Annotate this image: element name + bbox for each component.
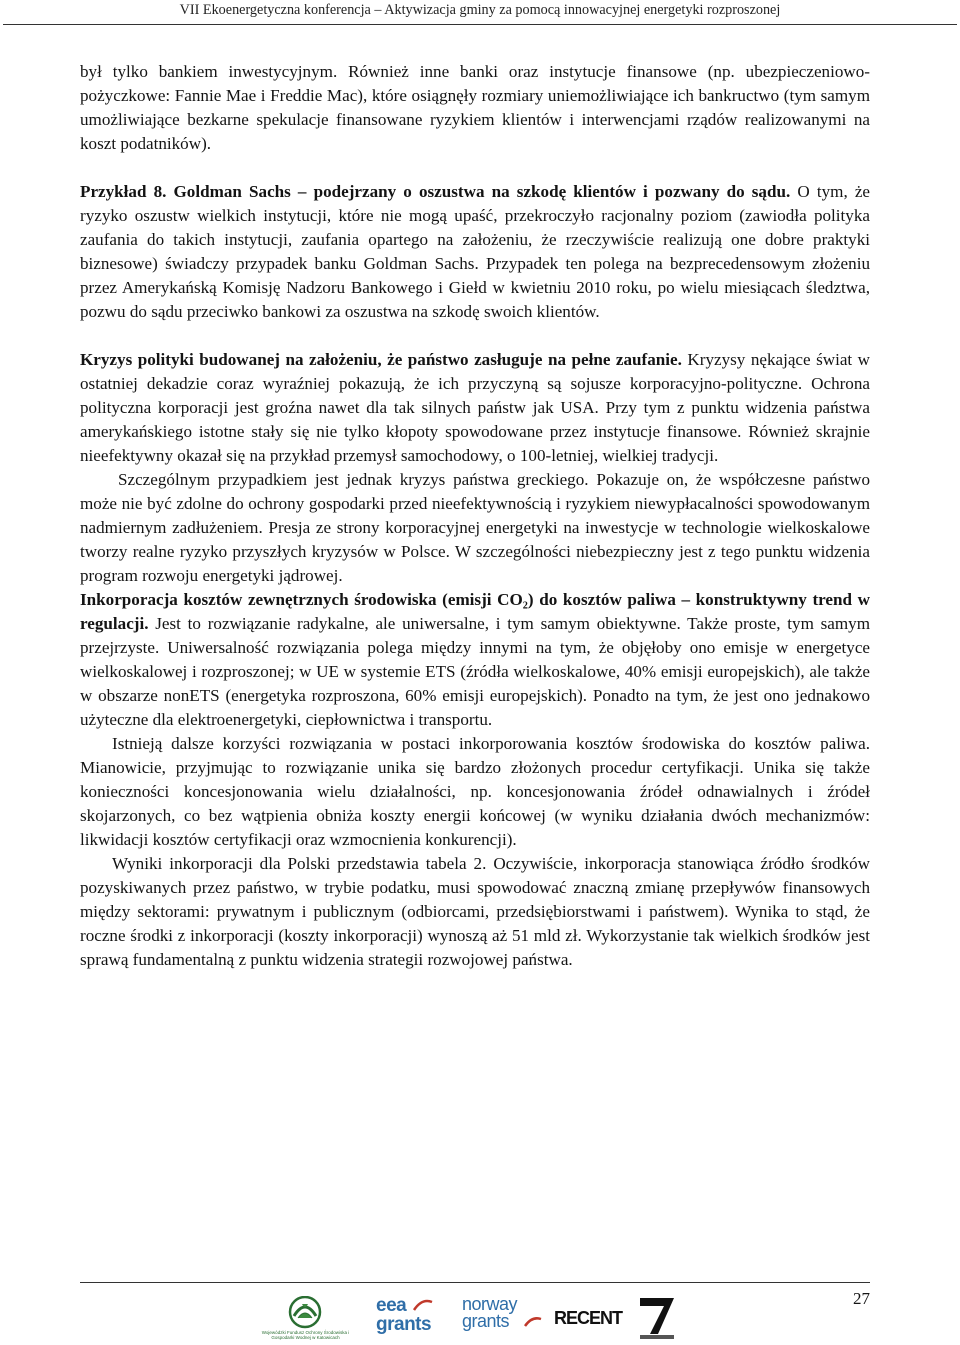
- example-8-heading: Przykład 8. Goldman Sachs – podejrzany o oszustwa na szkodę klientów i pozwany do sądu.: [80, 182, 791, 201]
- incorporation-body: Jest to rozwiązanie radykalne, ale uniwersalne, i tym samym obiektywne. Także proste, tym samym przejrzyste. Uniwersalność rozwiązania polega między innymi na tym, że objęłoby ono emisje w energetyce wielkoskalowej i rozproszonej; w UE w systemie ETS (źródła wielkoskalowe, 40% emisji europejskich), ale także w obszarze nonETS (energetyka rozproszona, 60% emisji europejskich). Ponadto na tym, że jest ono jednakowo użyteczne dla elektroenergetyki, ciepłownictwa i transportu.: [80, 614, 870, 729]
- eea-grants-logo: [372, 1294, 438, 1340]
- paragraph-greek-crisis: Szczególnym przypadkiem jest jednak kryzys państwa greckiego. Pokazuje on, że współczesne państwo może nie być zdolne do ochrony gospodarki przed nieefektywnością i ryzykiem niewypłacalności spowodowanym nadmiernym zadłużeniem. Presja ze strony korporacyjnej energetyki na inwestycje w technologie wielkoskalowe tworzy realne ryzyko przyszłych kryzysów w Polsce. W szczególności niebezpieczny jest z tego punktu widzenia program rozwoju energetyki jądrowej.: [80, 470, 870, 585]
- page-number: 27: [853, 1289, 870, 1308]
- sponsor-logos: [0, 1290, 960, 1342]
- header-title: VII Ekoenergetyczna konferencja – Aktywizacja gminy za pomocą innowacyjnej energetyki rozproszonej: [179, 2, 781, 18]
- spacer: [80, 156, 870, 180]
- fp7-emblem-icon: [636, 1292, 678, 1340]
- paragraph-results: Wyniki inkorporacji dla Polski przedstawia tabela 2. Oczywiście, inkorporacja stanowiąca źródło środków pozyskiwanych przez państwo, w trybie podatku, musi spowodować znaczną zmianę przepływów finansowych między sektorami: prywatnym i publicznym (odbiorcami, przedsiębiorstwami i państwem). Wynika to stąd, że roczne środki z inkorporacji (koszty inkorporacji) wynoszą aż 51 mld zł. Wykorzystanie tak wielkich środków jest sprawą fundamentalną z punktu widzenia strategii rozwojowej państwa.: [80, 854, 870, 969]
- policy-crisis-heading: Kryzys polityki budowanej na założeniu, że państwo zasługuje na pełne zaufanie.: [80, 350, 682, 369]
- header-divider: [3, 24, 957, 25]
- paragraph-example-8: [80, 180, 870, 324]
- running-header: [0, 0, 960, 26]
- recent-logo: [554, 1304, 623, 1334]
- wfos-text: Wojewódzki Fundusz Ochrony Środowiska i Gospodarki Wodnej w Katowicach: [261, 1330, 350, 1340]
- wfos-logo: [258, 1296, 353, 1342]
- fp7-logo: [636, 1292, 678, 1340]
- policy-crisis-body: Kryzysy nękające świat w ostatniej dekadzie coraz wyraźniej pokazują, że ich przyczyną są sojusze korporacyjno-polityczne. Ochrona polityczna korporacji jest groźna nawet dla tak silnych państw jak USA. Przy tym z punktu widzenia państwa amerykańskiego istotne stały się nie tylko kłopoty spowodowane przez instytucje finansowe. Również skrajnie nieefektywny okazał się na przykład przemysł samochodowy, o 100-letniej, wielkiej tradycji.: [80, 350, 870, 465]
- paragraph-incorporation: [80, 588, 870, 732]
- paragraph-policy-crisis: [80, 348, 870, 468]
- norway-grants-logo: [462, 1294, 544, 1340]
- example-8-body: O tym, że ryzyko oszustw wielkich instytucji, które nie mogą upaść, przekroczyło racjonalny poziom (zawiodła polityka zaufania do takich instytucji, zaufania opartego na założeniu, że rzeczywiście realizują one dobre praktyki biznesowe) świadczy przypadek banku Goldman Sachs. Przypadek ten polega na bezprecedensowym złożeniu przez Amerykańską Komisję Nadzoru Bankowego i Giełd w kwietniu 2010 roku, po wielu miesiącach śledztwa, pozwu do sądu przeciwko bankowi za oszustwa na szkodę swoich klientów.: [80, 182, 870, 321]
- eea-grants-text: eea grants: [376, 1295, 432, 1335]
- footer-divider: [80, 1282, 870, 1283]
- norway-swoosh-icon: [524, 1316, 542, 1330]
- norway-grants-text: norway grants: [462, 1294, 518, 1331]
- eea-swoosh-icon: [412, 1298, 434, 1314]
- recent-text: RECENT: [554, 1308, 623, 1328]
- body-text: [80, 60, 870, 972]
- paragraph-benefits: Istnieją dalsze korzyści rozwiązania w postaci inkorporowania kosztów środowiska do kosztów paliwa. Mianowicie, przyjmując to rozwiązanie unika się bardzo złożonych procedur certyfikacji. Unika się także konieczności koncesjonowania wielu działalności, np. koncesjonowania źródeł odnawialnych i źródeł skojarzonych, co bez wątpienia obniża koszty energii końcowej (w wyniku działania dwóch mechanizmów: likwidacji kosztów certyfikacji oraz wzmocnienia konkurencji).: [80, 734, 870, 849]
- incorporation-heading: Inkorporacja kosztów zewnętrznych środowiska (emisji CO₂) do kosztów paliwa – konstruktywny trend w regulacji.: [80, 590, 870, 633]
- spacer: [80, 324, 870, 348]
- wfos-emblem-icon: [258, 1296, 353, 1330]
- paragraph-1: był tylko bankiem inwestycyjnym. Również inne banki oraz instytucje finansowe (np. ubezpieczeniowo-pożyczkowe: Fannie Mae i Freddie Mac), które osiągnęły rozmiary uniemożliwiające ich bankructwo (tym samym umożliwiające bezkarne spekulacje finansowane ryzykiem klientów i interwencjami rządów realizowanymi na koszt podatników).: [80, 62, 870, 153]
